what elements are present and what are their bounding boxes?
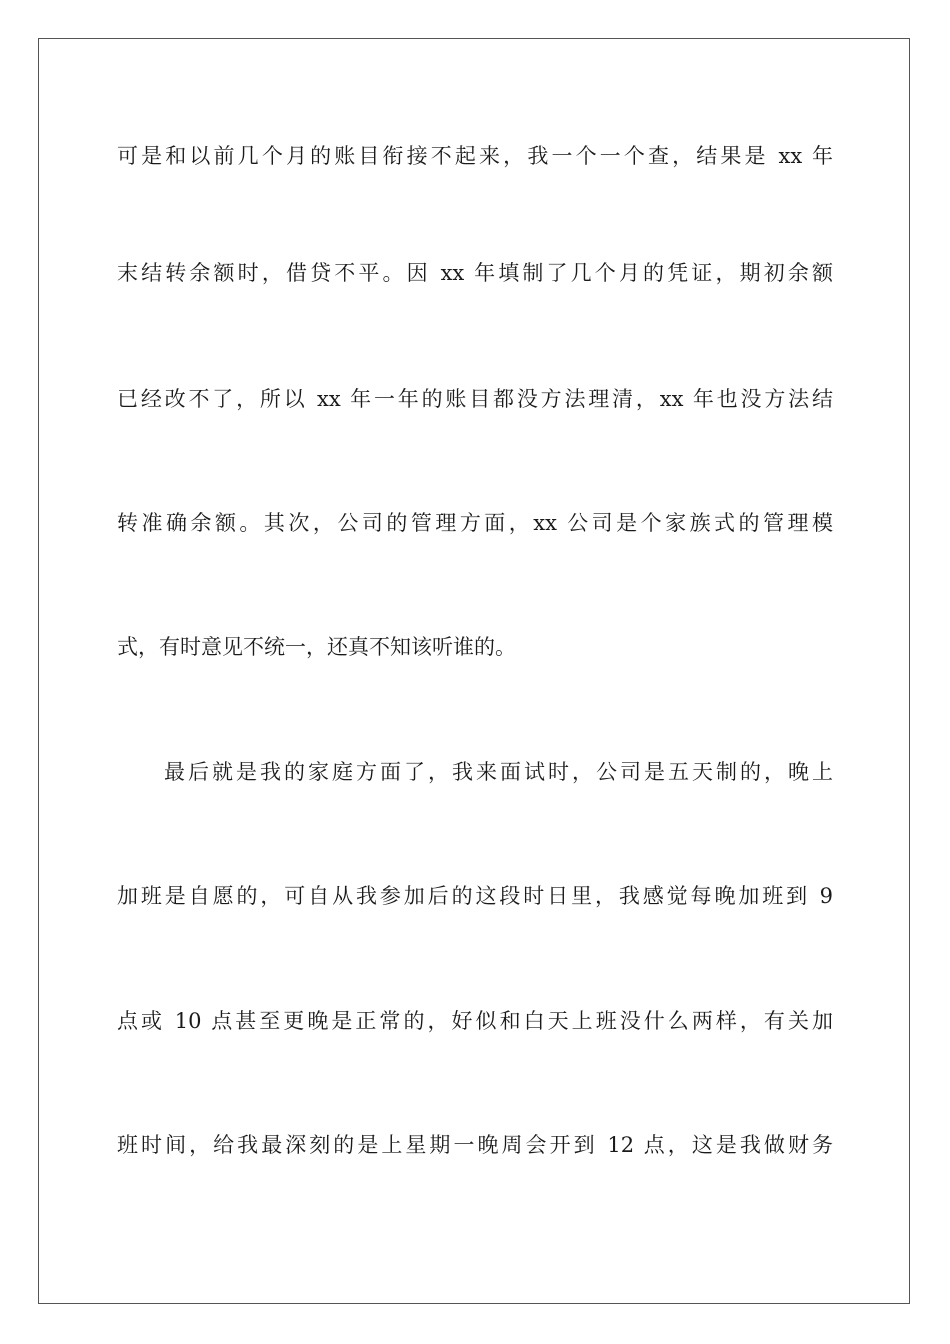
text-line-9: 班时间，给我最深刻的是上星期一晚周会开到 12 点，这是我做财务 [117, 1133, 833, 1157]
text-line-4: 转准确余额。其次，公司的管理方面，xx 公司是个家族式的管理模 [117, 511, 833, 535]
text-line-5: 式，有时意见不统一，还真不知该听谁的。 [117, 635, 516, 659]
text-line-2: 末结转余额时，借贷不平。因 xx 年填制了几个月的凭证，期初余额 [117, 261, 833, 285]
text-line-8: 点或 10 点甚至更晚是正常的，好似和白天上班没什么两样，有关加 [117, 1009, 833, 1033]
text-line-3: 已经改不了，所以 xx 年一年的账目都没方法理清，xx 年也没方法结 [117, 387, 833, 411]
text-line-1: 可是和以前几个月的账目衔接不起来，我一个一个查，结果是 xx 年 [117, 144, 833, 168]
text-line-7: 加班是自愿的，可自从我参加后的这段时日里，我感觉每晚加班到 9 [117, 884, 833, 908]
page-frame [38, 38, 910, 1304]
text-line-6: 最后就是我的家庭方面了，我来面试时，公司是五天制的，晚上 [164, 760, 833, 784]
